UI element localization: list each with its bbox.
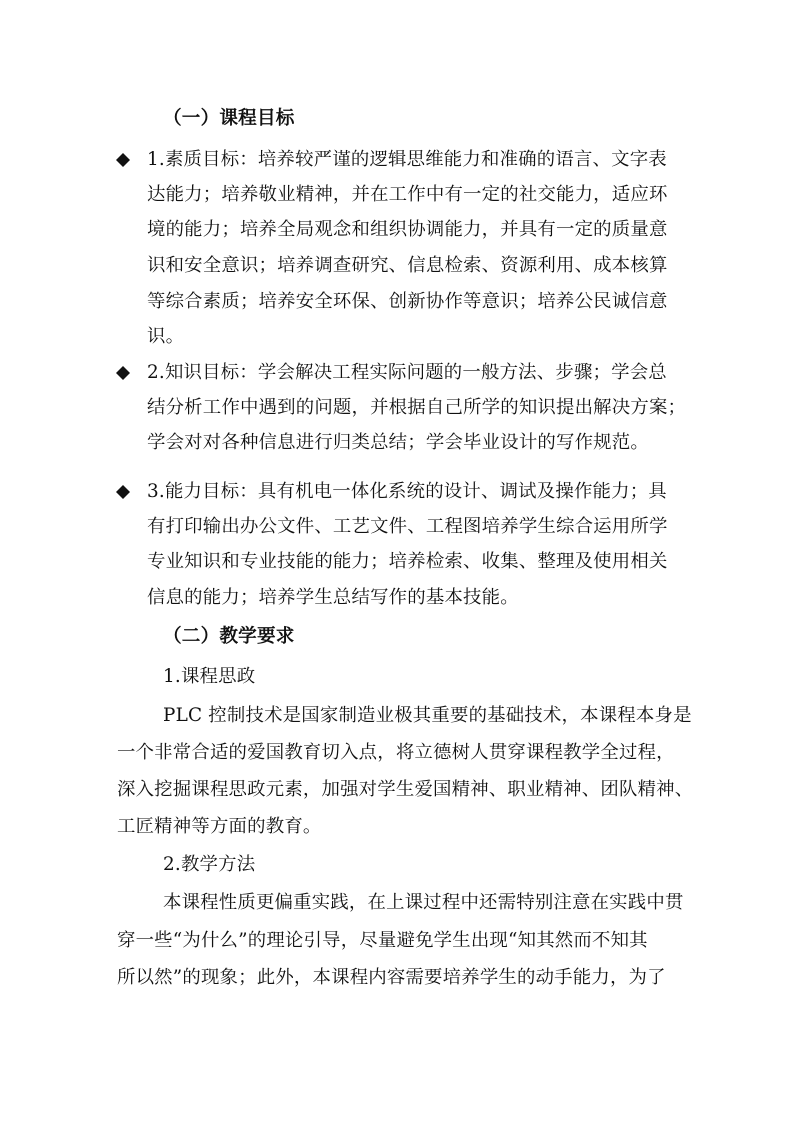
section-heading-teaching-requirements: （二）教学要求 (163, 626, 295, 647)
objective-2-line: 2.知识目标：学会解决工程实际问题的一般方法、步骤；学会总 (147, 362, 667, 383)
paragraph-line: 工匠精神等方面的教育。 (117, 816, 322, 837)
objective-2-line: 学会对对各种信息进行归类总结；学会毕业设计的写作规范。 (147, 432, 649, 453)
objective-1-line: 等综合素质；培养安全环保、创新协作等意识；培养公民诚信意 (147, 291, 668, 312)
objective-1-line: 境的能力；培养全局观念和组织协调能力，并具有一定的质量意 (147, 219, 668, 240)
diamond-bullet-icon (116, 153, 130, 167)
section-heading-course-objectives: （一）课程目标 (163, 108, 295, 129)
objective-3-line: 3.能力目标：具有机电一体化系统的设计、调试及操作能力；具 (147, 481, 667, 502)
paragraph-line: 所以然”的现象；此外，本课程内容需要培养学生的动手能力，为了 (117, 967, 666, 988)
objective-3-line: 有打印输出办公文件、工艺文件、工程图培养学生综合运用所学 (147, 516, 668, 537)
subsection-title-teaching-methods: 2.教学方法 (163, 854, 256, 875)
objective-1-line: 达能力；培养敬业精神，并在工作中有一定的社交能力，适应环 (147, 184, 668, 205)
diamond-bullet-icon (116, 485, 130, 499)
subsection-title-ideology: 1.课程思政 (163, 666, 256, 687)
objective-1-line: 1.素质目标：培养较严谨的逻辑思维能力和准确的语言、文字表 (147, 149, 667, 170)
objective-2-line: 结分析工作中遇到的问题，并根据自己所学的知识提出解决方案； (147, 397, 687, 418)
objective-3-line: 专业知识和专业技能的能力；培养检索、收集、整理及使用相关 (147, 551, 668, 572)
objective-3-line: 信息的能力；培养学生总结写作的基本技能。 (147, 587, 519, 608)
paragraph-line: 一个非常合适的爱国教育切入点，将立德树人贯穿课程教学全过程， (117, 742, 675, 763)
objective-1-line: 识。 (147, 326, 185, 347)
objective-1-line: 识和安全意识；培养调查研究、信息检索、资源利用、成本核算 (147, 255, 668, 276)
paragraph-line: 本课程性质更偏重实践，在上课过程中还需特别注意在实践中贯 (163, 892, 684, 913)
paragraph-line: 穿一些“为什么”的理论引导，尽量避免学生出现“知其然而不知其 (117, 930, 648, 951)
paragraph-line: 深入挖掘课程思政元素，加强对学生爱国精神、职业精神、团队精神、 (117, 779, 694, 800)
paragraph-line: PLC 控制技术是国家制造业极其重要的基础技术，本课程本身是 (163, 705, 692, 726)
diamond-bullet-icon (116, 366, 130, 380)
